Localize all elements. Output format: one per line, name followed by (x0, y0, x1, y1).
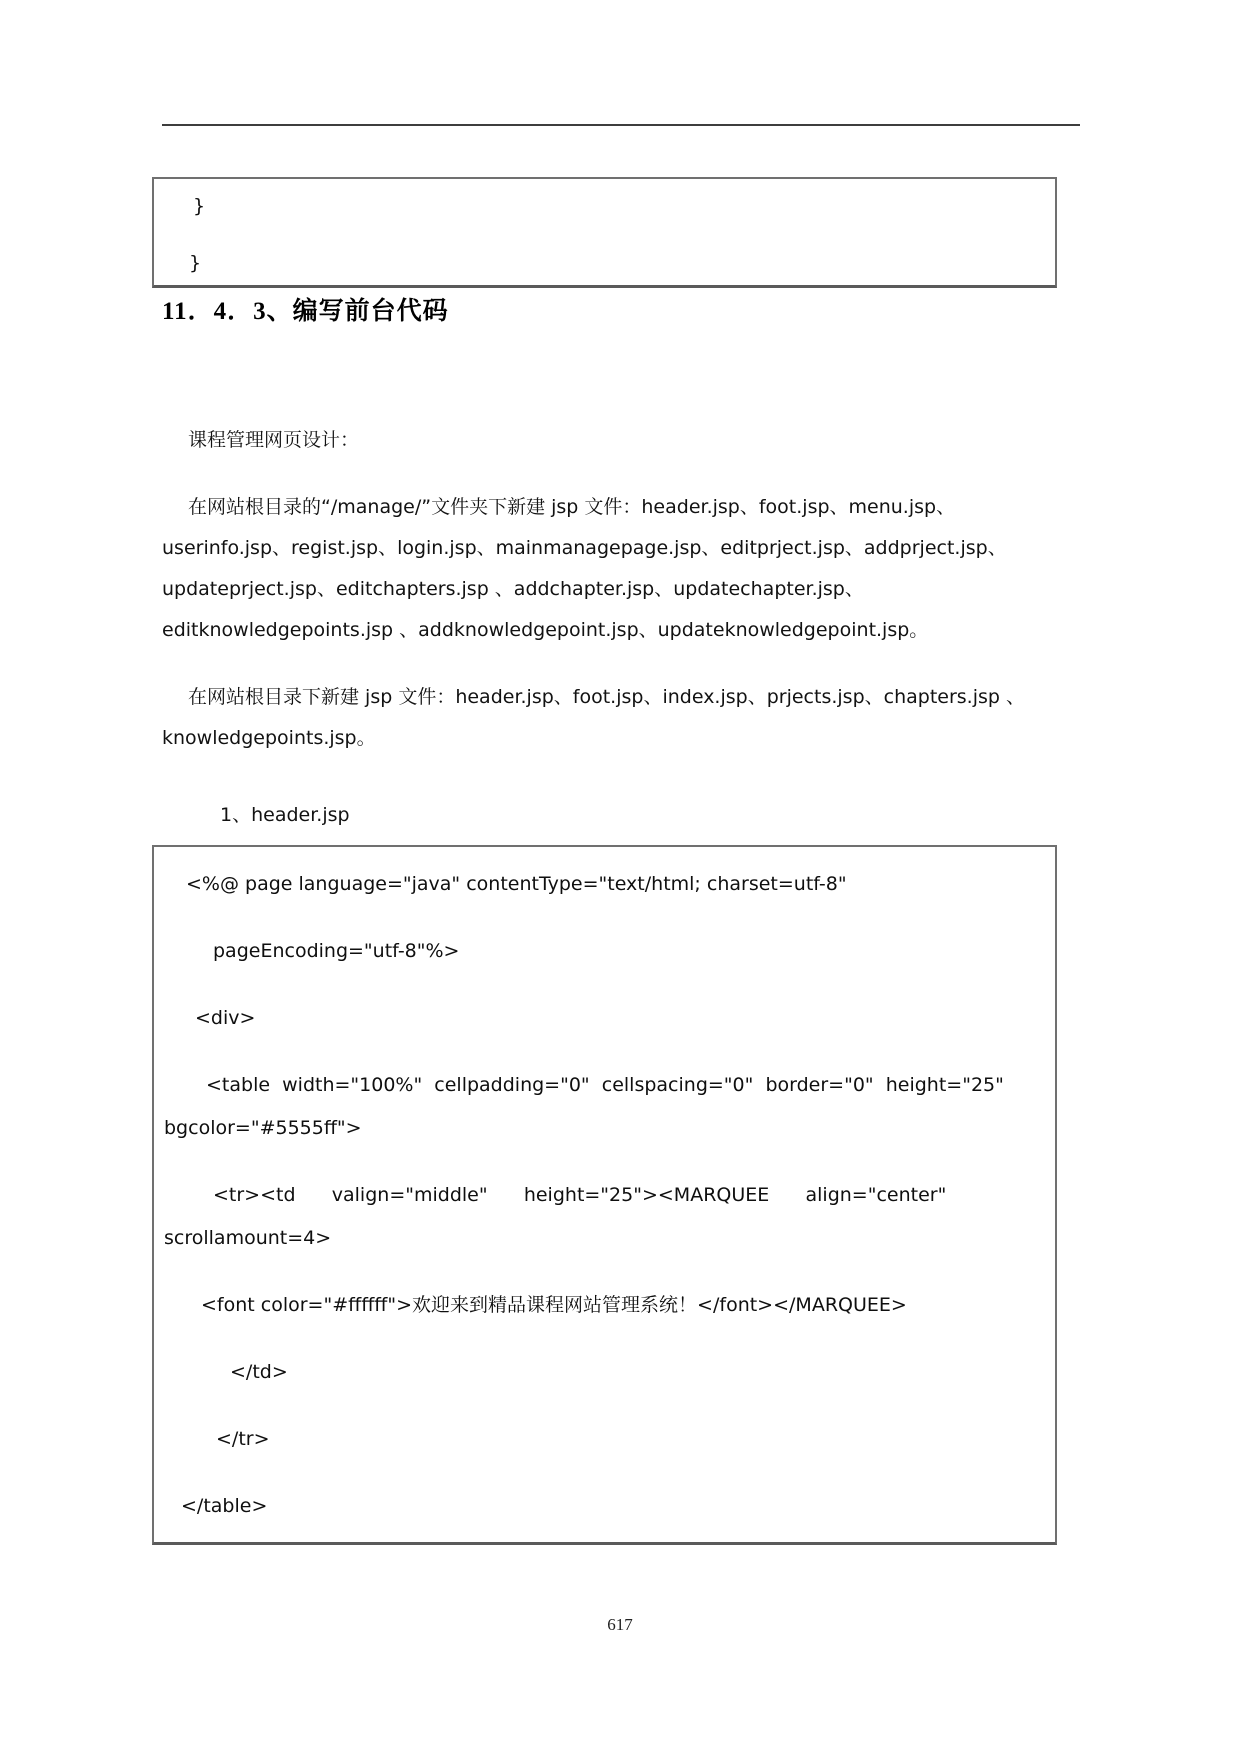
paragraph-line: userinfo.jsp、regist.jsp、login.jsp、mainmanagepage.jsp、editprject.jsp、addprject.jsp、 (162, 537, 1007, 559)
paragraph-root-files (162, 677, 1080, 759)
code-line: </table> (181, 1495, 268, 1517)
code-box-closing-braces (152, 177, 1057, 288)
code-line: bgcolor="#5555ff"> (164, 1117, 362, 1139)
code-line: <font color="#ffffff">欢迎来到精品课程网站管理系统！</font></MARQUEE> (201, 1294, 907, 1316)
section-heading: 11．4．3、编写前台代码 (162, 298, 449, 325)
code-line: <table width="100%" cellpadding="0" cellspacing="0" border="0" height="25" (206, 1074, 1004, 1096)
code-line: scrollamount=4> (164, 1227, 332, 1249)
page-number: 617 (607, 1615, 633, 1634)
code-line: </td> (230, 1361, 288, 1383)
code-box-header-jsp (152, 845, 1057, 1545)
paragraph-manage-files (162, 487, 1080, 651)
paragraph-line: updateprject.jsp、editchapters.jsp 、addchapter.jsp、updatechapter.jsp、 (162, 578, 864, 600)
list-item-header-jsp: 1、header.jsp (220, 804, 350, 826)
code-line: <tr><td valign="middle" height="25"><MARQUEE align="center" (213, 1184, 947, 1206)
code-line: pageEncoding="utf-8"%> (213, 940, 460, 962)
paragraph-line: 在网站根目录下新建 jsp 文件：header.jsp、foot.jsp、index.jsp、prjects.jsp、chapters.jsp 、 (188, 686, 1025, 708)
code-line: } (193, 195, 206, 217)
paragraph-line: knowledgepoints.jsp。 (162, 727, 376, 749)
header-rule (162, 124, 1080, 126)
body-content (162, 420, 1080, 836)
code-line: <%@ page language="java" contentType="text/html; charset=utf-8" (186, 873, 847, 895)
paragraph-line: editknowledgepoints.jsp 、addknowledgepoint.jsp、updateknowledgepoint.jsp。 (162, 619, 929, 641)
code-line: </tr> (216, 1428, 270, 1450)
code-line: } (189, 252, 202, 274)
code-line: <div> (195, 1007, 256, 1029)
paragraph-intro: 课程管理网页设计： (188, 429, 360, 451)
paragraph-line: 在网站根目录的“/manage/”文件夹下新建 jsp 文件：header.jsp、foot.jsp、menu.jsp、 (188, 496, 956, 518)
